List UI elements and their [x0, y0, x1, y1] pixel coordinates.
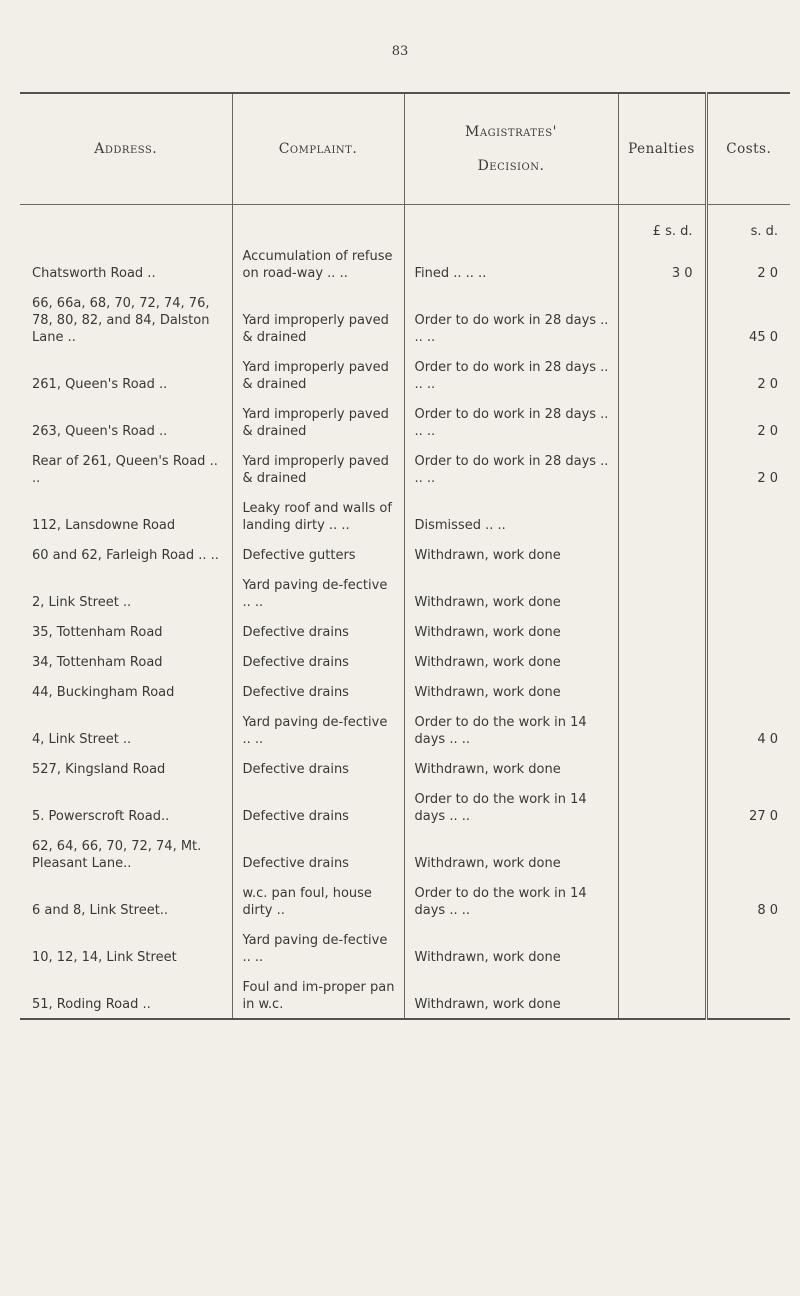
costs-units: s. d.: [706, 205, 790, 241]
address-cell: 44, Buckingham Road: [32, 685, 175, 700]
decision-cell: Order to do work in 28 days .. .. ..: [404, 445, 618, 492]
address-cell: 527, Kingsland Road: [32, 762, 166, 777]
penalties-cell: [618, 287, 706, 351]
address-cell: 2, Link Street ..: [32, 595, 132, 610]
table-row: [20, 492, 790, 539]
penalties-cell: [618, 706, 706, 753]
address-cell: Chatsworth Road ..: [32, 266, 156, 281]
costs-cell: [706, 753, 790, 783]
decision-cell: Withdrawn, work done: [404, 971, 618, 1019]
header-complaint: Complaint.: [232, 93, 404, 205]
address-cell: 35, Tottenham Road: [32, 625, 163, 640]
header-address: Address.: [20, 93, 232, 205]
complaint-cell: Defective drains: [232, 676, 404, 706]
table-row: [20, 398, 790, 445]
complaint-cell: Leaky roof and walls of landing dirty .. ..: [232, 492, 404, 539]
decision-cell: Withdrawn, work done: [404, 646, 618, 676]
penalties-cell: [618, 398, 706, 445]
address-cell: 4, Link Street ..: [32, 732, 132, 747]
costs-cell: [706, 676, 790, 706]
decision-cell: Withdrawn, work done: [404, 539, 618, 569]
header-decision-line1: Magistrates': [465, 124, 557, 140]
decision-cell: Dismissed .. ..: [404, 492, 618, 539]
penalties-cell: [618, 753, 706, 783]
header-costs: Costs.: [706, 93, 790, 205]
decision-cell: Order to do work in 28 days .. .. ..: [404, 287, 618, 351]
penalties-cell: [618, 676, 706, 706]
penalties-cell: [618, 783, 706, 830]
penalties-cell: [618, 569, 706, 616]
costs-cell: [706, 924, 790, 971]
decision-cell: Withdrawn, work done: [404, 569, 618, 616]
table-row: [20, 706, 790, 753]
address-cell: 62, 64, 66, 70, 72, 74, Mt. Pleasant Lane..: [32, 839, 202, 871]
penalties-cell: [618, 616, 706, 646]
table-row: [20, 616, 790, 646]
units-blank-complaint: [232, 205, 404, 241]
costs-cell: [706, 971, 790, 1019]
decision-cell: Withdrawn, work done: [404, 616, 618, 646]
complaint-cell: Yard improperly paved & drained: [232, 445, 404, 492]
table-row: [20, 877, 790, 924]
complaint-cell: Defective drains: [232, 783, 404, 830]
costs-cell: 2 0: [706, 351, 790, 398]
units-blank-address: [20, 205, 232, 241]
costs-cell: 2 0: [706, 240, 790, 287]
address-cell: 10, 12, 14, Link Street: [32, 950, 177, 965]
address-cell: 6 and 8, Link Street..: [32, 903, 169, 918]
decision-cell: Order to do the work in 14 days .. ..: [404, 706, 618, 753]
complaint-cell: Yard paving de-fective .. ..: [232, 706, 404, 753]
penalties-cell: [618, 646, 706, 676]
penalties-cell: [618, 492, 706, 539]
address-cell: 261, Queen's Road ..: [32, 377, 168, 392]
table-row: [20, 971, 790, 1019]
address-cell: 263, Queen's Road ..: [32, 424, 168, 439]
complaint-cell: Accumulation of refuse on road-way .. ..: [232, 240, 404, 287]
complaint-cell: Defective drains: [232, 753, 404, 783]
decision-cell: Order to do work in 28 days .. .. ..: [404, 351, 618, 398]
costs-cell: [706, 492, 790, 539]
address-cell: 112, Lansdowne Road: [32, 518, 176, 533]
penalties-cell: 3 0: [618, 240, 706, 287]
costs-cell: 8 0: [706, 877, 790, 924]
header-penalties: Penalties: [618, 93, 706, 205]
address-cell: 5. Powerscroft Road..: [32, 809, 170, 824]
costs-cell: 4 0: [706, 706, 790, 753]
complaint-cell: Defective drains: [232, 830, 404, 877]
penalties-cell: [618, 971, 706, 1019]
units-blank-decision: [404, 205, 618, 241]
header-decision: [404, 93, 618, 205]
complaint-cell: Defective gutters: [232, 539, 404, 569]
address-cell: 66, 66a, 68, 70, 72, 74, 76, 78, 80, 82, and 84, Dalston Lane ..: [32, 296, 210, 345]
decision-cell: Order to do the work in 14 days .. ..: [404, 783, 618, 830]
header-decision-line2: Decision.: [477, 158, 545, 174]
costs-cell: [706, 646, 790, 676]
penalties-cell: [618, 830, 706, 877]
table-row: [20, 676, 790, 706]
penalties-cell: [618, 351, 706, 398]
address-cell: Rear of 261, Queen's Road .. ..: [32, 454, 218, 486]
decision-cell: Fined .. .. ..: [404, 240, 618, 287]
penalties-cell: [618, 539, 706, 569]
table-row: [20, 287, 790, 351]
prosecutions-table: [20, 92, 790, 1020]
address-cell: 51, Roding Road ..: [32, 997, 151, 1012]
table-body: [20, 205, 790, 1020]
costs-cell: [706, 539, 790, 569]
complaint-cell: Yard improperly paved & drained: [232, 351, 404, 398]
costs-cell: 2 0: [706, 445, 790, 492]
address-cell: 34, Tottenham Road: [32, 655, 163, 670]
complaint-cell: Foul and im-proper pan in w.c.: [232, 971, 404, 1019]
table-row: [20, 646, 790, 676]
table-row: [20, 924, 790, 971]
address-cell: 60 and 62, Farleigh Road .. ..: [32, 548, 219, 563]
table-row: [20, 753, 790, 783]
penalties-cell: [618, 877, 706, 924]
costs-cell: [706, 830, 790, 877]
table-row: [20, 539, 790, 569]
table-row: [20, 569, 790, 616]
complaint-cell: Yard paving de-fective .. ..: [232, 569, 404, 616]
penalties-cell: [618, 924, 706, 971]
decision-cell: Order to do work in 28 days .. .. ..: [404, 398, 618, 445]
complaint-cell: Defective drains: [232, 646, 404, 676]
table-row: [20, 445, 790, 492]
table-row: [20, 783, 790, 830]
table-header-row: [20, 93, 790, 205]
costs-cell: 45 0: [706, 287, 790, 351]
penalties-units: £ s. d.: [618, 205, 706, 241]
decision-cell: Order to do the work in 14 days .. ..: [404, 877, 618, 924]
decision-cell: Withdrawn, work done: [404, 924, 618, 971]
decision-cell: Withdrawn, work done: [404, 753, 618, 783]
complaint-cell: Defective drains: [232, 616, 404, 646]
penalties-cell: [618, 445, 706, 492]
costs-cell: [706, 569, 790, 616]
costs-cell: [706, 616, 790, 646]
decision-cell: Withdrawn, work done: [404, 830, 618, 877]
table-row: [20, 351, 790, 398]
units-row: [20, 205, 790, 241]
page-number: 83: [391, 44, 409, 59]
complaint-cell: w.c. pan foul, house dirty ..: [232, 877, 404, 924]
complaint-cell: Yard paving de-fective .. ..: [232, 924, 404, 971]
table-row: [20, 240, 790, 287]
decision-cell: Withdrawn, work done: [404, 676, 618, 706]
complaint-cell: Yard improperly paved & drained: [232, 287, 404, 351]
complaint-cell: Yard improperly paved & drained: [232, 398, 404, 445]
table-row: [20, 830, 790, 877]
costs-cell: 2 0: [706, 398, 790, 445]
costs-cell: 27 0: [706, 783, 790, 830]
